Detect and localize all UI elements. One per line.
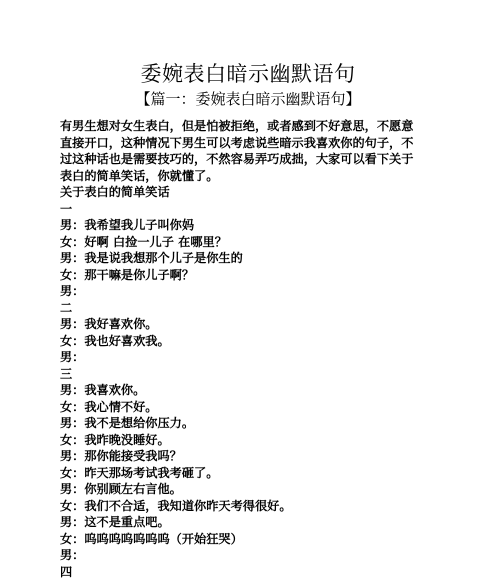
- intro-line: 直接开口，这种情况下男生可以考虑说些暗示我喜欢你的句子，不: [60, 135, 428, 152]
- dialogue-line: 女：我心情不好。: [60, 399, 428, 416]
- dialogue-line: 女：好啊 白捡一儿子 在哪里？: [60, 234, 428, 251]
- dialogue-line: 女：呜呜呜呜呜呜呜（开始狂哭）: [60, 531, 428, 548]
- dialogue-line: 男：: [60, 349, 428, 366]
- document-title: 委婉表白暗示幽默语句: [0, 60, 496, 88]
- dialogue-line: 男：那你能接受我吗？: [60, 448, 428, 465]
- document-subtitle: 【篇一：委婉表白暗示幽默语句】: [0, 88, 496, 110]
- dialogue-line: 男：我喜欢你。: [60, 382, 428, 399]
- document-body: [60, 118, 428, 580]
- dialogue-line: 男：: [60, 283, 428, 300]
- dialogue-line: 女：昨天那场考试我考砸了。: [60, 465, 428, 482]
- dialogue-line: 男：我不是想给你压力。: [60, 415, 428, 432]
- intro-line: 有男生想对女生表白，但是怕被拒绝，或者感到不好意思，不愿意: [60, 118, 428, 135]
- dialogue-line: 三: [60, 366, 428, 383]
- intro-line: 表白的简单笑话，你就懂了。: [60, 168, 428, 185]
- dialogue-list: [60, 201, 428, 580]
- dialogue-line: 男：我是说我想那个儿子是你生的: [60, 250, 428, 267]
- dialogue-line: 男：你别顾左右言他。: [60, 481, 428, 498]
- dialogue-line: 一: [60, 201, 428, 218]
- dialogue-line: 女：我昨晚没睡好。: [60, 432, 428, 449]
- dialogue-line: 男：: [60, 547, 428, 564]
- dialogue-line: 四: [60, 564, 428, 580]
- dialogue-line: 男：我好喜欢你。: [60, 316, 428, 333]
- dialogue-line: 女：那干嘛是你儿子啊？: [60, 267, 428, 284]
- dialogue-line: 男：我希望我儿子叫你妈: [60, 217, 428, 234]
- dialogue-line: 女：我们不合适，我知道你昨天考得很好。: [60, 498, 428, 515]
- dialogue-line: 二: [60, 300, 428, 317]
- section-heading: 关于表白的简单笑话: [60, 184, 428, 201]
- dialogue-line: 女：我也好喜欢我。: [60, 333, 428, 350]
- intro-paragraph: [60, 118, 428, 184]
- dialogue-line: 男：这不是重点吧。: [60, 514, 428, 531]
- intro-line: 过这种话也是需要技巧的，不然容易弄巧成拙，大家可以看下关于: [60, 151, 428, 168]
